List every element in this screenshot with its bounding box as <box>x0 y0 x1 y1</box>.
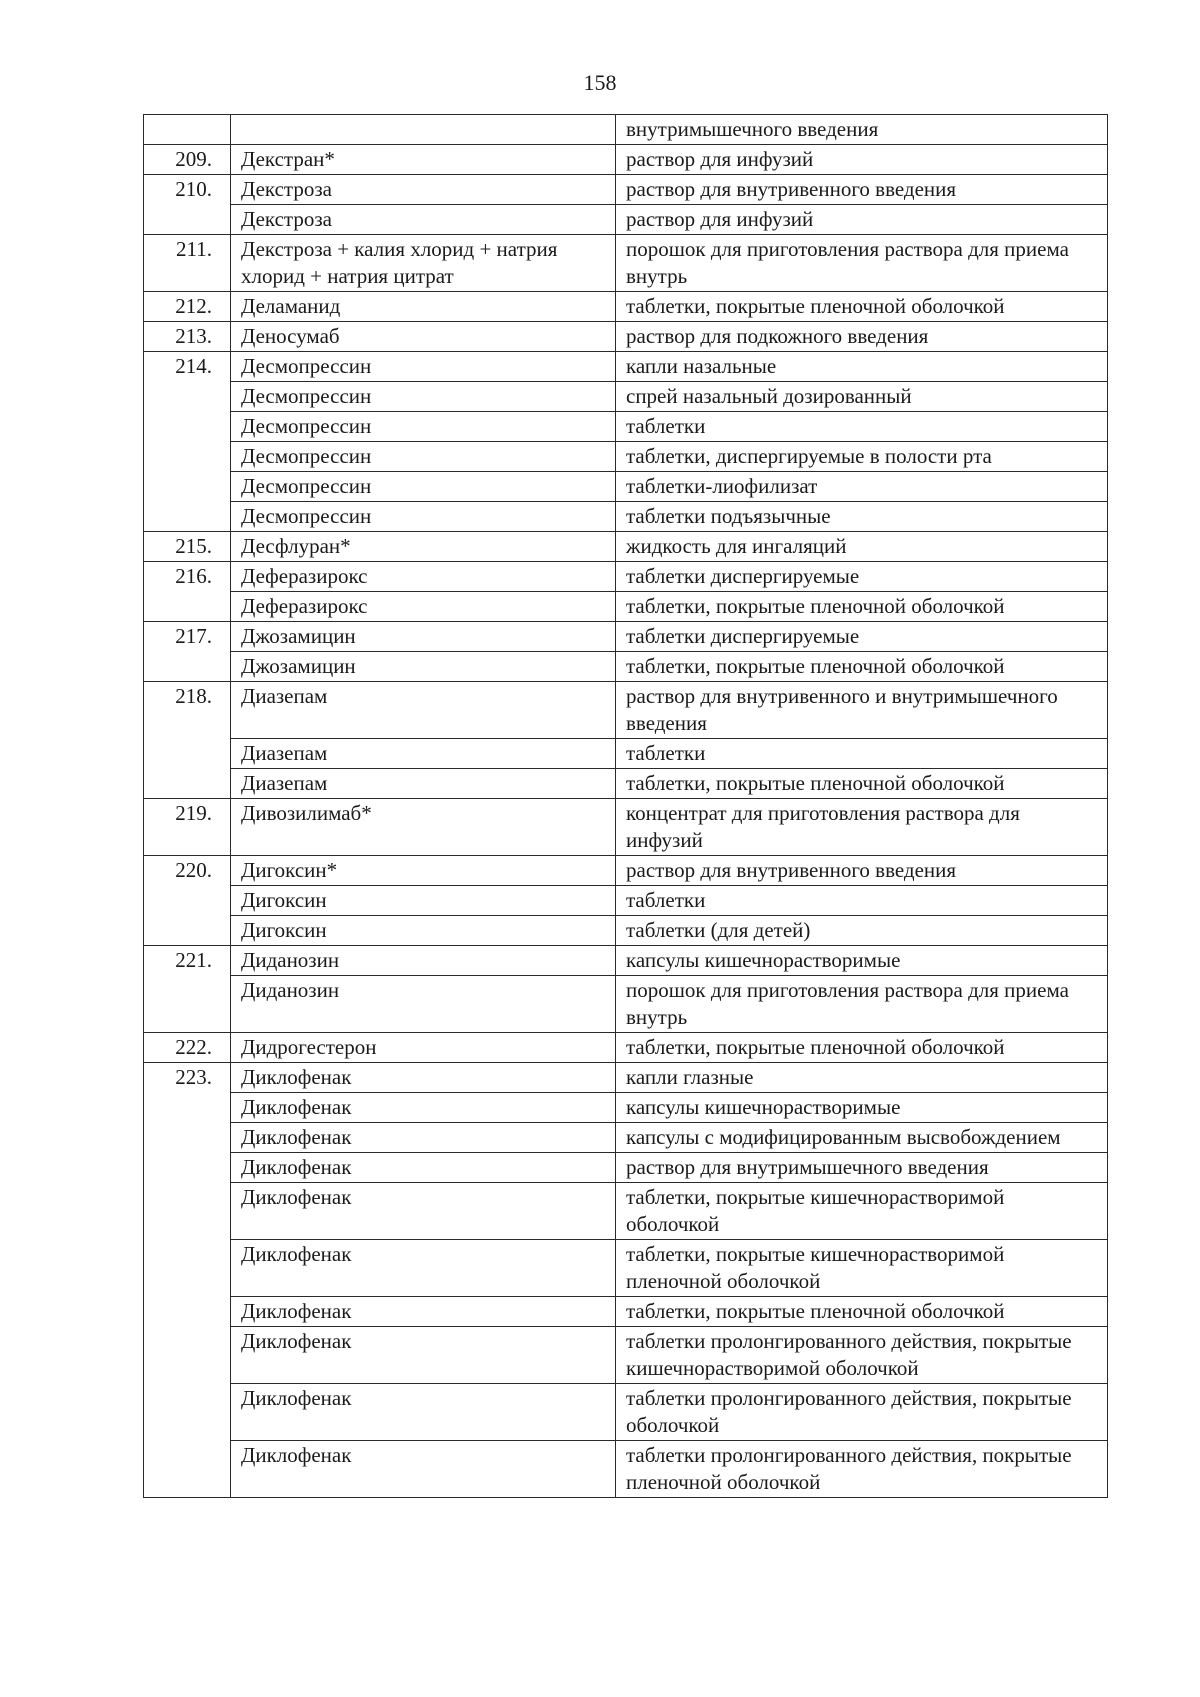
row-number-cell: 216. <box>144 562 231 592</box>
dosage-form-cell: капсулы с модифицированным высвобождением <box>616 1123 1108 1153</box>
table-row <box>144 382 1108 412</box>
dosage-form-cell: таблетки <box>616 886 1108 916</box>
table-row <box>144 976 1108 1033</box>
row-number-cell <box>144 472 231 502</box>
drug-name-cell: Деносумаб <box>231 322 616 352</box>
drug-table-body <box>144 115 1108 1498</box>
row-number-cell: 210. <box>144 175 231 205</box>
row-number-cell <box>144 1093 231 1123</box>
dosage-form-cell: таблетки пролонгированного действия, покрытые оболочкой <box>616 1384 1108 1441</box>
table-row <box>144 682 1108 739</box>
table-row <box>144 1297 1108 1327</box>
drug-name-cell: Диазепам <box>231 739 616 769</box>
table-row <box>144 886 1108 916</box>
table-row <box>144 592 1108 622</box>
dosage-form-cell: таблетки <box>616 412 1108 442</box>
drug-name-cell: Десмопрессин <box>231 442 616 472</box>
drug-name-cell <box>231 115 616 145</box>
table-row <box>144 472 1108 502</box>
dosage-form-cell: порошок для приготовления раствора для приема внутрь <box>616 976 1108 1033</box>
table-row <box>144 205 1108 235</box>
dosage-form-cell: таблетки диспергируемые <box>616 562 1108 592</box>
table-row <box>144 1123 1108 1153</box>
drug-name-cell: Десмопрессин <box>231 502 616 532</box>
row-number-cell: 221. <box>144 946 231 976</box>
table-row <box>144 856 1108 886</box>
drug-name-cell: Диазепам <box>231 682 616 739</box>
drug-name-cell: Десмопрессин <box>231 472 616 502</box>
drug-name-cell: Джозамицин <box>231 622 616 652</box>
table-row <box>144 532 1108 562</box>
dosage-form-cell: порошок для приготовления раствора для приема внутрь <box>616 235 1108 292</box>
row-number-cell: 209. <box>144 145 231 175</box>
drug-name-cell: Десмопрессин <box>231 382 616 412</box>
drug-name-cell: Диклофенак <box>231 1183 616 1240</box>
dosage-form-cell: таблетки диспергируемые <box>616 622 1108 652</box>
drug-name-cell: Диданозин <box>231 946 616 976</box>
drug-name-cell: Десмопрессин <box>231 412 616 442</box>
drug-name-cell: Диклофенак <box>231 1123 616 1153</box>
table-row <box>144 769 1108 799</box>
row-number-cell <box>144 205 231 235</box>
drug-name-cell: Деферазирокс <box>231 592 616 622</box>
row-number-cell <box>144 886 231 916</box>
dosage-form-cell: капли назальные <box>616 352 1108 382</box>
dosage-form-cell: раствор для подкожного введения <box>616 322 1108 352</box>
table-row <box>144 622 1108 652</box>
dosage-form-cell: таблетки, покрытые пленочной оболочкой <box>616 652 1108 682</box>
table-row <box>144 916 1108 946</box>
drug-name-cell: Джозамицин <box>231 652 616 682</box>
dosage-form-cell: спрей назальный дозированный <box>616 382 1108 412</box>
drug-name-cell: Дивозилимаб* <box>231 799 616 856</box>
dosage-form-cell: таблетки, покрытые пленочной оболочкой <box>616 592 1108 622</box>
drug-name-cell: Дигоксин* <box>231 856 616 886</box>
row-number-cell <box>144 1327 231 1384</box>
table-row <box>144 1093 1108 1123</box>
table-row <box>144 322 1108 352</box>
row-number-cell <box>144 502 231 532</box>
dosage-form-cell: таблетки, покрытые пленочной оболочкой <box>616 1297 1108 1327</box>
table-row <box>144 799 1108 856</box>
row-number-cell <box>144 1240 231 1297</box>
row-number-cell: 219. <box>144 799 231 856</box>
drug-name-cell: Диклофенак <box>231 1240 616 1297</box>
row-number-cell <box>144 412 231 442</box>
table-row <box>144 235 1108 292</box>
drug-name-cell: Диклофенак <box>231 1153 616 1183</box>
dosage-form-cell: таблетки подъязычные <box>616 502 1108 532</box>
dosage-form-cell: капли глазные <box>616 1063 1108 1093</box>
row-number-cell: 218. <box>144 682 231 739</box>
row-number-cell <box>144 115 231 145</box>
table-row <box>144 1441 1108 1498</box>
drug-name-cell: Диклофенак <box>231 1063 616 1093</box>
row-number-cell <box>144 976 231 1033</box>
drug-name-cell: Деламанид <box>231 292 616 322</box>
row-number-cell: 222. <box>144 1033 231 1063</box>
dosage-form-cell: таблетки, покрытые пленочной оболочкой <box>616 1033 1108 1063</box>
row-number-cell: 213. <box>144 322 231 352</box>
dosage-form-cell: раствор для инфузий <box>616 205 1108 235</box>
drug-name-cell: Диклофенак <box>231 1327 616 1384</box>
row-number-cell <box>144 1183 231 1240</box>
table-row <box>144 1327 1108 1384</box>
drug-name-cell: Диклофенак <box>231 1297 616 1327</box>
drug-name-cell: Декстроза <box>231 205 616 235</box>
dosage-form-cell: таблетки, покрытые кишечнорастворимой пленочной оболочкой <box>616 1240 1108 1297</box>
dosage-form-cell: капсулы кишечнорастворимые <box>616 1093 1108 1123</box>
row-number-cell: 212. <box>144 292 231 322</box>
table-row <box>144 1153 1108 1183</box>
table-row <box>144 739 1108 769</box>
row-number-cell <box>144 1441 231 1498</box>
row-number-cell: 215. <box>144 532 231 562</box>
row-number-cell: 214. <box>144 352 231 382</box>
drug-name-cell: Десфлуран* <box>231 532 616 562</box>
table-row <box>144 502 1108 532</box>
dosage-form-cell: жидкость для ингаляций <box>616 532 1108 562</box>
table-row <box>144 175 1108 205</box>
drug-name-cell: Декстроза <box>231 175 616 205</box>
dosage-form-cell: таблетки пролонгированного действия, покрытые кишечнорастворимой оболочкой <box>616 1327 1108 1384</box>
page-number: 158 <box>583 70 617 95</box>
dosage-form-cell: раствор для инфузий <box>616 145 1108 175</box>
drug-name-cell: Диклофенак <box>231 1384 616 1441</box>
dosage-form-cell: таблетки-лиофилизат <box>616 472 1108 502</box>
dosage-form-cell: таблетки <box>616 739 1108 769</box>
row-number-cell <box>144 592 231 622</box>
drug-name-cell: Деферазирокс <box>231 562 616 592</box>
dosage-form-cell: раствор для внутримышечного введения <box>616 1153 1108 1183</box>
table-row <box>144 352 1108 382</box>
dosage-form-cell: таблетки (для детей) <box>616 916 1108 946</box>
dosage-form-cell: капсулы кишечнорастворимые <box>616 946 1108 976</box>
table-row <box>144 946 1108 976</box>
row-number-cell: 220. <box>144 856 231 886</box>
drug-name-cell: Дигоксин <box>231 916 616 946</box>
row-number-cell <box>144 652 231 682</box>
row-number-cell: 217. <box>144 622 231 652</box>
dosage-form-cell: таблетки, покрытые кишечнорастворимой оболочкой <box>616 1183 1108 1240</box>
table-row <box>144 562 1108 592</box>
row-number-cell <box>144 1123 231 1153</box>
drug-name-cell: Десмопрессин <box>231 352 616 382</box>
dosage-form-cell: таблетки пролонгированного действия, покрытые пленочной оболочкой <box>616 1441 1108 1498</box>
table-row <box>144 115 1108 145</box>
row-number-cell <box>144 442 231 472</box>
row-number-cell <box>144 769 231 799</box>
table-row <box>144 1384 1108 1441</box>
drug-name-cell: Диклофенак <box>231 1441 616 1498</box>
dosage-form-cell: внутримышечного введения <box>616 115 1108 145</box>
dosage-form-cell: таблетки, покрытые пленочной оболочкой <box>616 769 1108 799</box>
drug-name-cell: Диазепам <box>231 769 616 799</box>
row-number-cell <box>144 916 231 946</box>
row-number-cell <box>144 1153 231 1183</box>
table-row <box>144 442 1108 472</box>
dosage-form-cell: таблетки, диспергируемые в полости рта <box>616 442 1108 472</box>
table-row <box>144 652 1108 682</box>
table-row <box>144 292 1108 322</box>
dosage-form-cell: таблетки, покрытые пленочной оболочкой <box>616 292 1108 322</box>
row-number-cell: 223. <box>144 1063 231 1093</box>
drug-name-cell: Декстроза + калия хлорид + натрия хлорид + натрия цитрат <box>231 235 616 292</box>
row-number-cell <box>144 382 231 412</box>
drug-name-cell: Дидрогестерон <box>231 1033 616 1063</box>
drug-name-cell: Диклофенак <box>231 1093 616 1123</box>
table-row <box>144 412 1108 442</box>
table-row <box>144 145 1108 175</box>
drug-name-cell: Декстран* <box>231 145 616 175</box>
row-number-cell <box>144 1297 231 1327</box>
table-row <box>144 1240 1108 1297</box>
row-number-cell <box>144 739 231 769</box>
row-number-cell: 211. <box>144 235 231 292</box>
row-number-cell <box>144 1384 231 1441</box>
drug-name-cell: Дигоксин <box>231 886 616 916</box>
dosage-form-cell: раствор для внутривенного и внутримышечного введения <box>616 682 1108 739</box>
drug-name-cell: Диданозин <box>231 976 616 1033</box>
table-row <box>144 1033 1108 1063</box>
dosage-form-cell: раствор для внутривенного введения <box>616 856 1108 886</box>
drug-table <box>143 114 1108 1498</box>
table-row <box>144 1063 1108 1093</box>
table-row <box>144 1183 1108 1240</box>
dosage-form-cell: концентрат для приготовления раствора для инфузий <box>616 799 1108 856</box>
dosage-form-cell: раствор для внутривенного введения <box>616 175 1108 205</box>
